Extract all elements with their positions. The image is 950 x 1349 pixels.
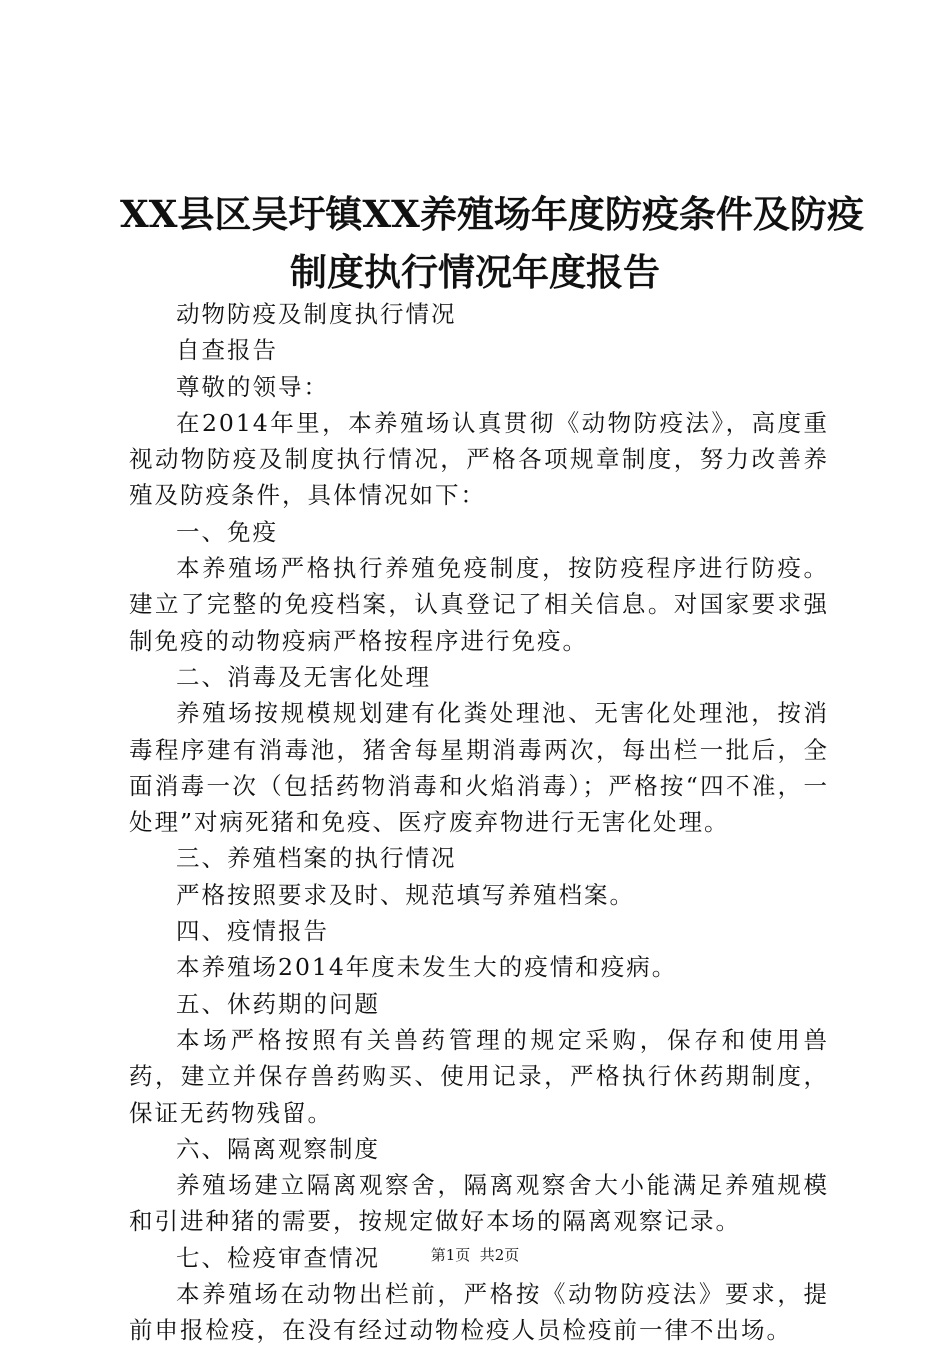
document-title	[120, 185, 864, 301]
section-heading: 七、检疫审查情况	[176, 1243, 380, 1272]
body-paragraph: 在2014年里，本养殖场认真贯彻《动物防疫法》，高度重视动物防疫及制度执行情况，严格各项规章制度，努力改善养殖及防疫条件，具体情况如下：	[129, 408, 829, 510]
body-paragraph: 本养殖场在动物出栏前，严格按《动物防疫法》要求，提前申报检疫，在没有经过动物检疫人员检疫前一律不出场。	[129, 1280, 829, 1345]
body-paragraph: 本养殖场严格执行养殖免疫制度，按防疫程序进行防疫。建立了完整的免疫档案，认真登记了相关信息。对国家要求强制免疫的动物疫病严格按程序进行免疫。	[129, 554, 829, 655]
body-paragraph: 本养殖场2014年度未发生大的疫情和疫病。	[176, 953, 678, 982]
subtitle-paragraph: 动物防疫及制度执行情况	[176, 300, 457, 328]
body-paragraph: 养殖场建立隔离观察舍，隔离观察舍大小能满足养殖规模和引进种猪的需要，按规定做好本场的隔离观察记录。	[129, 1171, 829, 1236]
document-body	[129, 296, 829, 1349]
subtitle-paragraph: 自查报告	[176, 336, 278, 365]
section-heading: 一、免疫	[176, 517, 278, 546]
section-heading: 四、疫情报告	[176, 917, 329, 946]
salutation: 尊敬的领导：	[176, 372, 329, 401]
body-paragraph: 严格按照要求及时、规范填写养殖档案。	[176, 880, 635, 909]
page-footer	[0, 1244, 950, 1265]
section-heading: 三、养殖档案的执行情况	[176, 844, 457, 873]
title-line-1: XX县区吴圩镇XX养殖场年度防疫条件及防疫	[120, 192, 864, 236]
section-heading: 六、隔离观察制度	[176, 1134, 380, 1163]
body-paragraph: 养殖场按规模规划建有化粪处理池、无害化处理池，按消毒程序建有消毒池，猪舍每星期消毒两次，每出栏一批后，全面消毒一次（包括药物消毒和火焰消毒）；严格按“四不准，一处理”对病死猪和免疫、医疗废弃物进行无害化处理。	[129, 699, 829, 837]
page-number: 第1页 共2页	[430, 1246, 520, 1264]
section-heading: 五、休药期的问题	[176, 989, 380, 1018]
title-line-2: 制度执行情况年度报告	[290, 250, 660, 294]
section-heading: 二、消毒及无害化处理	[176, 662, 431, 691]
body-paragraph: 本场严格按照有关兽药管理的规定采购，保存和使用兽药，建立并保存兽药购买、使用记录，严格执行休药期制度，保证无药物残留。	[129, 1025, 829, 1127]
